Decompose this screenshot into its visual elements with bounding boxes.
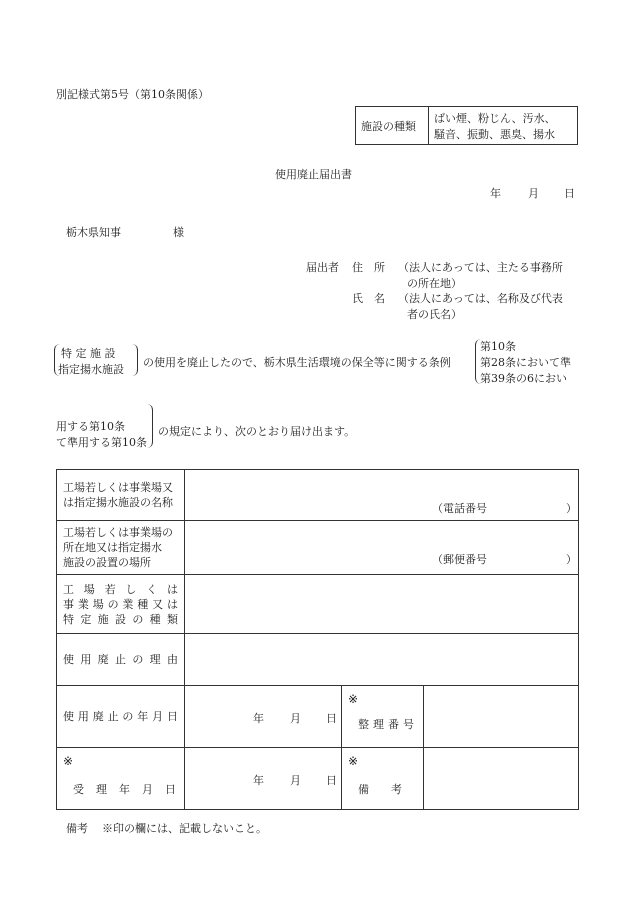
name-label: 氏 名 <box>352 292 385 305</box>
remarks-field[interactable] <box>424 748 579 810</box>
row-location-label: 工場若しくは事業場の 所在地又は指定揚水 施設の設置の場所 <box>57 521 185 575</box>
receipt-day: 日 <box>326 774 337 787</box>
discontinue-date-field[interactable] <box>185 686 342 748</box>
name-note-2: 者の氏名） <box>407 308 462 321</box>
address-note-2: の所在地） <box>407 277 462 290</box>
facility-name-field[interactable] <box>185 470 579 521</box>
reference-number-label: 整理番号 <box>358 718 418 731</box>
cont-bracket <box>146 404 153 448</box>
receipt-month: 月 <box>290 774 301 787</box>
right-bracket <box>132 344 138 376</box>
option-pumping-facility: 指定揚水施設 <box>58 363 124 376</box>
receipt-year: 年 <box>253 774 264 787</box>
row-date-label: 使用廃止の年月日 <box>57 686 185 748</box>
location-field[interactable] <box>185 521 579 575</box>
row-reason-label: 使用廃止の理由 <box>57 634 185 686</box>
footer-label: 備考 <box>66 822 88 835</box>
option-specified-facility: 特 定 施 設 <box>61 347 116 360</box>
facility-types-box <box>355 106 578 145</box>
receipt-date-field[interactable] <box>185 748 342 810</box>
postal-label: （郵便番号 <box>432 553 487 566</box>
facility-types-line2: 騒音、振動、悪臭、揚水 <box>434 128 555 141</box>
statement-middle: の使用を廃止したので、栃木県生活環境の保全等に関する条例 <box>143 356 451 369</box>
receipt-date-label: 受理年月日 <box>73 783 188 796</box>
statement-ending: の規定により、次のとおり届け出ます。 <box>158 425 356 438</box>
address-note-1: （法人にあっては、主たる事務所 <box>398 261 563 274</box>
date-day: 日 <box>564 187 575 200</box>
phone-close: ） <box>566 502 577 515</box>
row-receipt-label <box>57 748 188 810</box>
name-note-1: （法人にあっては、名称及び代表 <box>398 292 563 305</box>
discontinue-year: 年 <box>253 712 264 725</box>
footer-text: ※印の欄には、記載しないこと。 <box>102 822 267 835</box>
statement-cont-2: て準用する第10条 <box>56 436 147 449</box>
postal-close: ） <box>566 553 577 566</box>
facility-types-line1: ばい煙、粉じん、汚水、 <box>434 112 556 125</box>
notifier-label: 届出者 <box>306 261 339 274</box>
remarks-mark: ※ <box>348 754 359 768</box>
row-facility-name-label: 工場若しくは事業場又 は指定揚水施設の名称 <box>57 470 185 521</box>
reference-number-field[interactable] <box>424 686 579 748</box>
addressee-name: 栃木県知事 <box>66 226 121 239</box>
date-month: 月 <box>528 187 539 200</box>
article-2: 第28条において準 <box>480 356 571 369</box>
remarks-label-cell <box>342 748 424 810</box>
reference-number-label-cell <box>342 686 424 748</box>
notification-table <box>56 469 579 810</box>
phone-label: （電話番号 <box>432 502 487 515</box>
row-business-type-label: 工場若しくは 事業場の業種又は 特定施設の種類 <box>57 575 185 634</box>
addressee-honorific: 様 <box>173 226 184 239</box>
address-label: 住 所 <box>352 261 385 274</box>
document-title: 使用廃止届出書 <box>275 168 352 181</box>
form-number: 別記様式第5号（第10条関係） <box>56 88 209 101</box>
business-type-field[interactable] <box>185 575 579 634</box>
discontinue-day: 日 <box>326 712 337 725</box>
article-3: 第39条の6におい <box>480 372 567 385</box>
remarks-label: 備 考 <box>358 783 402 796</box>
discontinue-month: 月 <box>290 712 301 725</box>
reference-mark: ※ <box>348 692 359 706</box>
date-year: 年 <box>490 187 501 200</box>
statement-cont-1: 用する第10条 <box>56 420 125 433</box>
article-1: 第10条 <box>480 340 516 353</box>
receipt-mark: ※ <box>63 754 74 768</box>
facility-types-label: 施設の種類 <box>361 120 416 133</box>
reason-field[interactable] <box>185 634 579 686</box>
